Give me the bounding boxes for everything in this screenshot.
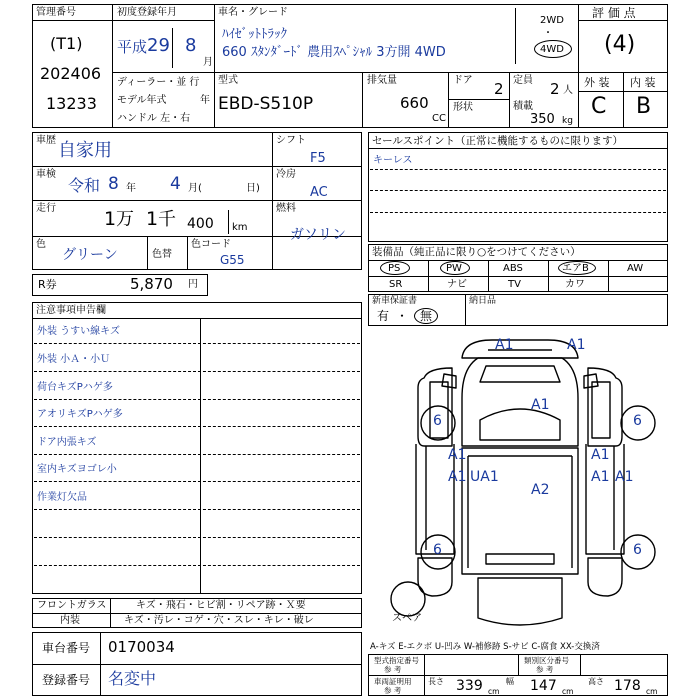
displacement-value: 660	[400, 94, 429, 112]
first-reg-year: 29	[147, 35, 170, 56]
damage-mark-right-lower-2: A1	[615, 469, 634, 485]
doors-value: 2	[494, 80, 504, 98]
color-label: 色	[36, 239, 46, 250]
model-year-unit: 年	[200, 95, 210, 106]
eval-label: 評 価 点	[592, 6, 636, 20]
dealer-label: ディーラー・並 行	[117, 77, 200, 88]
damage-mark-tire-rl: 6	[433, 542, 442, 558]
first-reg-label: 初度登録年月	[117, 7, 177, 18]
inspection-label: 車検	[36, 169, 56, 180]
header-section	[32, 4, 668, 128]
type-designation-sub: 参 考	[384, 665, 402, 674]
exterior-value: C	[591, 94, 607, 119]
displacement-label: 排気量	[367, 75, 397, 86]
interior-label: 内 装	[630, 76, 656, 89]
category-sub: 参 考	[536, 665, 554, 674]
equip-navi: ナビ	[447, 279, 467, 290]
car-name-label: 車名・グレード	[218, 7, 288, 18]
inspection-year-unit: 年	[126, 183, 136, 194]
capacity-label: 定員	[513, 75, 533, 86]
length-unit: cm	[488, 687, 500, 696]
spare-tire-circle	[391, 582, 425, 616]
front-glass-text: キズ・飛石・ヒビ割・リペア跡・Ｘ要	[136, 600, 306, 611]
mirror-right	[584, 374, 598, 388]
reg-label: 登録番号	[42, 673, 91, 687]
damage-mark-tire-fl: 6	[433, 413, 442, 429]
chassis-value: 0170034	[108, 638, 175, 656]
note-line-2: 外装 小Ａ・小Ｕ	[37, 354, 111, 365]
inspection-month: 4	[170, 174, 181, 194]
warranty-yes: 有	[377, 309, 390, 323]
delivery-label: 納日品	[469, 296, 497, 306]
color-value: グリーン	[62, 247, 118, 263]
damage-mark-right-upper: A1	[591, 447, 610, 463]
kanri-value-3: 13233	[46, 94, 97, 113]
equip-airbag: エアB	[562, 263, 589, 274]
warranty-label: 新車保証書	[372, 296, 418, 306]
inspection-day-unit: 日)	[246, 183, 260, 194]
bed-outline	[462, 448, 578, 574]
recycle-box	[32, 274, 208, 296]
notes-title: 注意事項申告欄	[36, 305, 106, 316]
height-unit: cm	[646, 687, 658, 696]
warranty-dot: ・	[396, 309, 409, 323]
equip-ps: PS	[388, 263, 401, 274]
inspection-year: 8	[108, 174, 119, 194]
note-line-3: 荷台キズPハゲ多	[37, 382, 113, 393]
load-label: 積載	[513, 101, 533, 112]
damage-mark-tire-fr: 6	[633, 413, 642, 429]
displacement-unit: CC	[432, 113, 446, 124]
equip-leather: カワ	[565, 279, 585, 290]
first-reg-month: 8	[185, 35, 197, 56]
drive-4wd: 4WD	[540, 44, 564, 55]
damage-mark-tire-rr: 6	[633, 542, 642, 558]
note-line-6: 室内キズヨゴレ小	[37, 464, 117, 475]
equipment-title: 装備品（純正品に限り○をつけてください）	[372, 246, 581, 258]
note-line-5: ドア内張キズ	[37, 437, 97, 448]
interior-value: B	[636, 94, 652, 119]
right-side-outline	[588, 368, 622, 446]
damage-mark-cab-roof: A1	[531, 397, 550, 413]
mileage-label: 走行	[36, 203, 56, 214]
equip-tv: TV	[508, 279, 521, 290]
note-line-1: 外装 うすい線キズ	[37, 326, 120, 337]
cert-sub: 参 考	[384, 686, 402, 695]
equip-sr: SR	[389, 279, 403, 290]
recycle-label: R券	[38, 278, 57, 291]
spare-label: スペア	[392, 613, 422, 624]
recycle-value: 5,870	[130, 275, 173, 293]
type-designation-label: 型式指定番号	[374, 656, 419, 665]
mileage-man: 1	[104, 208, 117, 230]
chassis-label: 車台番号	[42, 641, 91, 655]
kanri-label: 管理番号	[36, 7, 76, 18]
inspection-month-unit: 月(	[188, 183, 202, 194]
damage-mark-left-upper: A1	[448, 447, 467, 463]
load-value: 350	[530, 112, 555, 127]
katashiki-value: EBD-S510P	[218, 94, 314, 114]
first-reg-era: 平成	[117, 38, 148, 56]
color-code-value: G55	[220, 253, 245, 267]
damage-mark-left-ua1: UA1	[470, 469, 499, 485]
note-line-4: アオリキズPハゲ多	[37, 409, 123, 420]
color-code-label: 色コード	[191, 239, 231, 250]
width-label: 幅	[506, 677, 514, 686]
capacity-unit: 人	[563, 85, 573, 96]
height-value: 178	[614, 678, 641, 694]
damage-mark-front-right: A1	[567, 337, 586, 353]
katashiki-label: 型式	[218, 75, 238, 86]
equip-aw: AW	[627, 263, 644, 274]
left-side-outline	[418, 368, 452, 446]
ac-label: 冷房	[276, 169, 296, 180]
mileage-man-unit: 万	[116, 209, 134, 230]
length-label: 長さ	[428, 677, 444, 686]
fuel-label: 燃料	[276, 203, 296, 214]
interior-text: キズ・汚レ・コゲ・穴・スレ・キレ・破レ	[124, 615, 314, 626]
damage-mark-front-left: A1	[495, 337, 514, 353]
sales-point-line-1: キーレス	[373, 155, 413, 166]
damage-mark-bed: A2	[531, 482, 550, 498]
recycle-unit: 円	[188, 279, 198, 290]
width-value: 147	[530, 678, 557, 694]
equip-abs: ABS	[503, 263, 523, 274]
eval-value: (4)	[604, 32, 636, 57]
inspection-era: 令和	[68, 176, 101, 195]
kanri-value-2: 202406	[40, 64, 102, 83]
drive-dot: ・	[543, 28, 553, 39]
capacity-value: 2	[550, 80, 560, 98]
equip-pw: PW	[446, 263, 462, 274]
damage-mark-right-lower-1: A1	[591, 469, 610, 485]
fuel-value: ガソリン	[290, 227, 346, 243]
notes-section	[32, 302, 362, 594]
handle-label: ハンドル 左・右	[117, 113, 191, 124]
note-line-7: 作業灯欠品	[37, 492, 87, 503]
history-value: 自家用	[58, 140, 112, 161]
car-name-line1: ﾊｲｾﾞｯﾄﾄﾗｯｸ	[222, 27, 287, 42]
shift-label: シフト	[276, 135, 306, 146]
load-unit: kg	[562, 116, 573, 126]
model-year-label: モデル年式	[117, 95, 167, 106]
damage-legend: A-キズ E-エクボ U-凹み W-補修跡 S-サビ C-腐食 XX-交換済	[370, 642, 600, 652]
color-change-label: 色替	[152, 249, 172, 260]
doors-label: ドア	[453, 75, 473, 86]
exterior-label: 外 装	[584, 76, 610, 89]
car-name-line2: 660 ｽﾀﾝﾀﾞｰﾄﾞ 農用ｽﾍﾟｼｬﾙ 3方開 4WD	[222, 45, 446, 60]
mileage-unit: km	[232, 222, 248, 233]
damage-mark-left-lower: A1	[448, 469, 467, 485]
ac-value: AC	[310, 185, 328, 200]
category-label: 類別区分番号	[524, 656, 569, 665]
height-label: 高さ	[588, 677, 604, 686]
sales-points-title: セールスポイント（正常に機能するものに限ります）	[372, 135, 624, 147]
width-unit: cm	[562, 687, 574, 696]
length-value: 339	[456, 678, 483, 694]
shape-label: 形状	[453, 102, 473, 113]
warranty-no: 無	[420, 309, 433, 323]
history-label: 車歴	[36, 135, 56, 146]
rear-gate-outline	[478, 578, 562, 625]
first-reg-month-unit: 月	[203, 57, 213, 68]
mirror-left	[442, 374, 456, 388]
mileage-sen: 1	[146, 208, 159, 230]
kanri-value-1: (T1)	[50, 34, 83, 53]
drive-2wd: 2WD	[540, 15, 564, 26]
interior-label-row: 内装	[60, 615, 80, 626]
shift-value: F5	[310, 151, 326, 166]
mileage-rest: 400	[187, 216, 214, 232]
mileage-sen-unit: 千	[158, 209, 176, 230]
cert-label: 車両証明用	[374, 677, 412, 686]
reg-value: 名変中	[108, 669, 157, 688]
front-glass-label: フロントガラス	[37, 600, 107, 611]
